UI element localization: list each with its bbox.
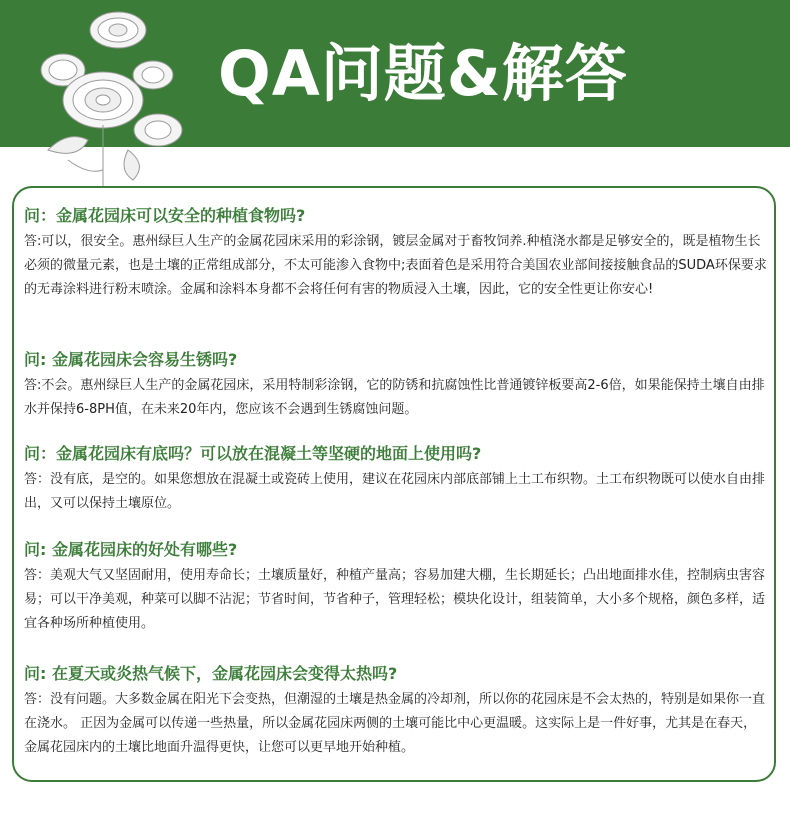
qa-item: [24, 442, 768, 516]
question: 问：金属花园床有底吗？可以放在混凝土等坚硬的地面上使用吗?: [24, 444, 482, 463]
question: 问: 在夏天或炎热气候下，金属花园床会变得太热吗?: [24, 664, 398, 683]
question: 问：金属花园床可以安全的种植食物吗?: [24, 206, 306, 225]
answer: 答：没有底，是空的。如果您想放在混凝土或瓷砖上使用，建议在花园床内部底部铺上土工布织物。土工布织物既可以使水自由排出，又可以保持土壤原位。: [24, 472, 766, 511]
answer: 答：美观大气又坚固耐用，使用寿命长；土壤质量好，种植产量高；容易加建大棚，生长期延长；凸出地面排水佳，控制病虫害容易；可以干净美观，种菜可以脚不沾泥；节省时间，节省种子，管理轻松；模块化设计，组装简单，大小多个规格，颜色多样，适宜各种场所种植使用。: [24, 568, 766, 631]
question: 问: 金属花园床会容易生锈吗?: [24, 350, 238, 369]
qa-item: [24, 348, 768, 422]
answer: 答:可以，很安全。惠州绿巨人生产的金属花园床采用的彩涂钢，镀层金属对于畜牧饲养.种植浇水都是足够安全的，既是植物生长必须的微量元素，也是土壤的正常组成部分，不太可能渗入食物中;表面着色是采用符合美国农业部间接接触食品的SUDA环保要求的无毒涂料进行粉末喷涂。金属和涂料本身都不会将任何有害的物质浸入土壤，因此，它的安全性更让你安心!: [24, 234, 767, 297]
answer: 答:不会。惠州绿巨人生产的金属花园床，采用特制彩涂钢，它的防锈和抗腐蚀性比普通镀锌板要高2-6倍，如果能保持土壤自由排水并保持6-8PH值，在未来20年内，您应该不会遇到生锈腐蚀问题。: [24, 378, 765, 417]
qa-item: [24, 204, 768, 302]
flower-illustration: [8, 0, 198, 195]
qa-panel: [12, 186, 776, 782]
qa-item: [24, 662, 768, 760]
qa-item: [24, 538, 768, 636]
answer: 答：没有问题。大多数金属在阳光下会变热，但潮湿的土壤是热金属的冷却剂，所以你的花园床是不会太热的，特别是如果你一直在浇水。 正因为金属可以传递一些热量，所以金属花园床两侧的土壤可能比中心更温暖。这实际上是一件好事，尤其是在春天，金属花园床内的土壤比地面升温得更快，让您可以更早地开始种植。: [24, 692, 766, 755]
question: 问: 金属花园床的好处有哪些?: [24, 540, 238, 559]
page-title: QA问题&解答: [218, 37, 628, 110]
